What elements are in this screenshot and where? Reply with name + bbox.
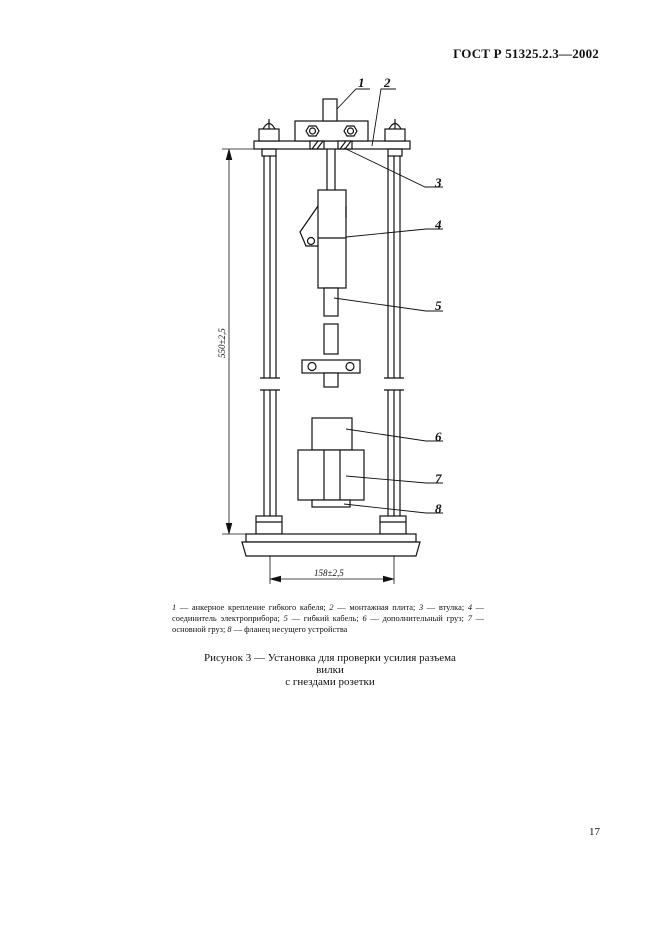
- legend-text: соединитель электроприбора: [172, 614, 278, 623]
- callout-6: 6: [435, 429, 442, 444]
- additional-weight: [312, 418, 352, 450]
- legend-num: 1: [172, 603, 177, 612]
- legend-num: 4: [467, 603, 472, 612]
- callout-5: 5: [435, 298, 442, 313]
- legend-text: основной груз: [172, 625, 223, 634]
- flexible-cable: [324, 288, 338, 316]
- legend-num: 8: [227, 625, 232, 634]
- legend-text: фланец несущего устройства: [244, 625, 348, 634]
- document-header: ГОСТ Р 51325.2.3—2002: [453, 46, 599, 61]
- legend-text: гибкий кабель: [303, 614, 357, 623]
- legend-num: 6: [362, 614, 367, 623]
- height-dimension-label: 550±2,5: [217, 328, 227, 358]
- legend-text: втулка: [438, 603, 462, 612]
- callout-8: 8: [435, 501, 442, 516]
- mounting-plate: [254, 141, 410, 149]
- legend-num: 2: [329, 603, 334, 612]
- callout-3: 3: [435, 175, 442, 190]
- page-number: 17: [589, 826, 600, 838]
- main-weight: [298, 450, 364, 500]
- caption-line-1: Рисунок 3 — Установка для проверки усилия разъема вилки: [204, 652, 456, 676]
- legend-num: 7: [467, 614, 472, 623]
- legend-text: дополнительный груз: [382, 614, 462, 623]
- figure-legend: 1 — анкерное крепление гибкого кабеля; 2 — монтажная плита; 3 — втулка; 4 — соединитель электроприбора; 5 — гибкий кабель; 6 — дополнительный груз; 7 — основной груз; 8 — фланец несущего устройства: [172, 603, 485, 634]
- legend-text: анкерное крепление гибкого кабеля: [191, 603, 324, 612]
- legend-text: монтажная плита: [349, 603, 413, 612]
- legend-num: 5: [283, 614, 288, 623]
- caption-line-2: с гнездами розетки: [285, 676, 375, 688]
- carrier-flange: [312, 500, 350, 507]
- callout-2: 2: [384, 75, 391, 90]
- appliance-connector: [318, 190, 346, 288]
- callout-7: 7: [435, 471, 442, 486]
- width-dimension-label: 158±2,5: [314, 568, 344, 578]
- legend-num: 3: [418, 603, 424, 612]
- figure-caption: [200, 652, 460, 688]
- callout-4: 4: [435, 217, 442, 232]
- callout-1: 1: [358, 75, 365, 90]
